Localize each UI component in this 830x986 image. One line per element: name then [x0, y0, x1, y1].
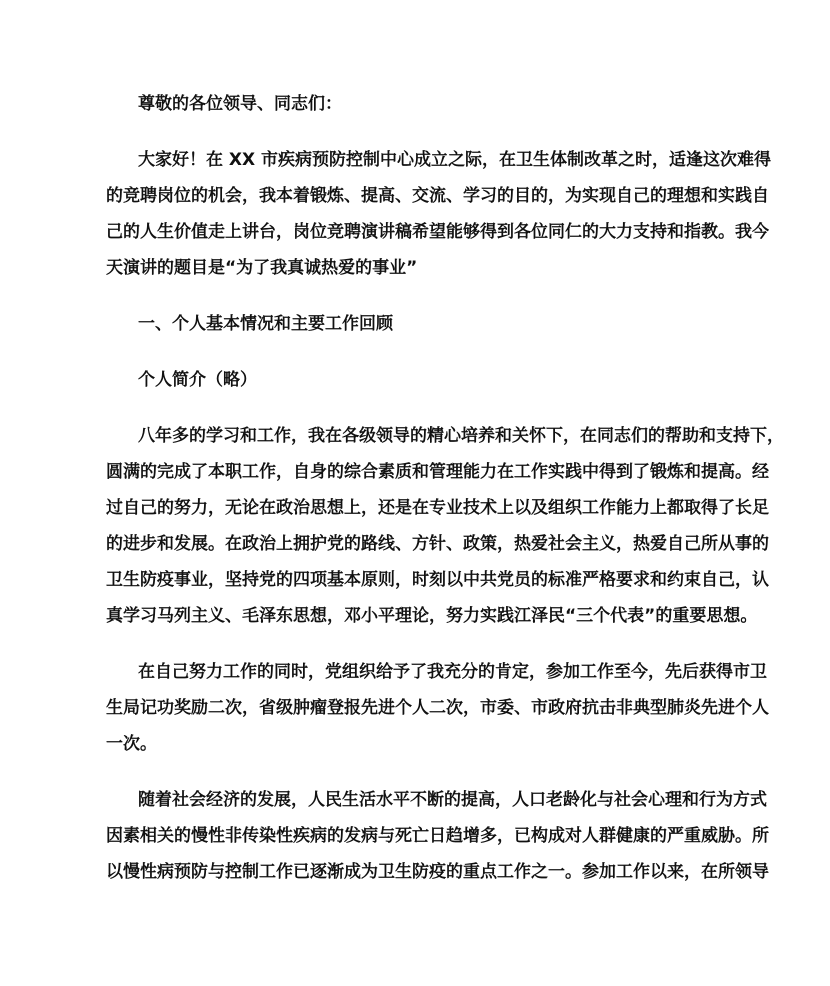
section-heading [106, 306, 736, 342]
text-line: 八年多的学习和工作，我在各级领导的精心培养和关怀下，在同志们的帮助和支持下， [138, 426, 784, 446]
greeting [106, 86, 736, 122]
text-line: 在自己努力工作的同时，党组织给予了我充分的肯定，参加工作至今，先后获得市卫 [138, 662, 767, 682]
text-line: 以慢性病预防与控制工作已逐渐成为卫生防疫的重点工作之一。参加工作以来，在所领导 [106, 862, 769, 882]
text-line: 真学习马列主义、毛泽东思想，邓小平理论，努力实践江泽民“三个代表”的重要思想。 [106, 606, 758, 626]
text-line: 卫生防疫事业，坚持党的四项基本原则，时刻以中共党员的标准严格要求和约束自己，认 [106, 570, 769, 590]
text-line: 一次。 [106, 734, 157, 754]
text-line: 个人简介（略） [138, 370, 257, 390]
paragraph-gap [106, 122, 736, 142]
text-line: 的竞聘岗位的机会，我本着锻炼、提高、交流、学习的目的，为实现自己的理想和实践自 [106, 186, 769, 206]
paragraph [106, 782, 769, 890]
paragraph-gap [106, 286, 736, 306]
paragraphs [106, 122, 784, 890]
text-line: 一、个人基本情况和主要工作回顾 [138, 314, 393, 334]
paragraph-gap [106, 398, 736, 418]
text-line: 随着社会经济的发展，人民生活水平不断的提高，人口老龄化与社会心理和行为方式 [138, 790, 767, 810]
text-line: 因素相关的慢性非传染性疾病的发病与死亡日趋增多，已构成对人群健康的严重威胁。所 [106, 826, 769, 846]
paragraph-gap [106, 342, 736, 362]
subheading [106, 362, 736, 398]
text-line: 大家好！在 XX 市疾病预防控制中心成立之际，在卫生体制改革之时，适逢这次难得 [138, 150, 772, 170]
paragraph [106, 142, 772, 286]
text-line: 的进步和发展。在政治上拥护党的路线、方针、政策，热爱社会主义，热爱自己所从事的 [106, 534, 769, 554]
paragraph-gap [106, 634, 736, 654]
document-body [106, 86, 784, 890]
text-line: 生局记功奖励二次，省级肿瘤登报先进个人二次，市委、市政府抗击非典型肺炎先进个人 [106, 698, 769, 718]
text-line: 天演讲的题目是“为了我真诚热爱的事业” [106, 258, 418, 278]
paragraph [106, 418, 784, 634]
greeting-line: 尊敬的各位领导、同志们： [138, 94, 342, 114]
paragraph [106, 654, 769, 762]
text-line: 圆满的完成了本职工作，自身的综合素质和管理能力在工作实践中得到了锻炼和提高。经 [106, 462, 769, 482]
text-line: 过自己的努力，无论在政治思想上，还是在专业技术上以及组织工作能力上都取得了长足 [106, 498, 769, 518]
paragraph-gap [106, 762, 736, 782]
text-line: 己的人生价值走上讲台，岗位竞聘演讲稿希望能够得到各位同仁的大力支持和指教。我今 [106, 222, 769, 242]
